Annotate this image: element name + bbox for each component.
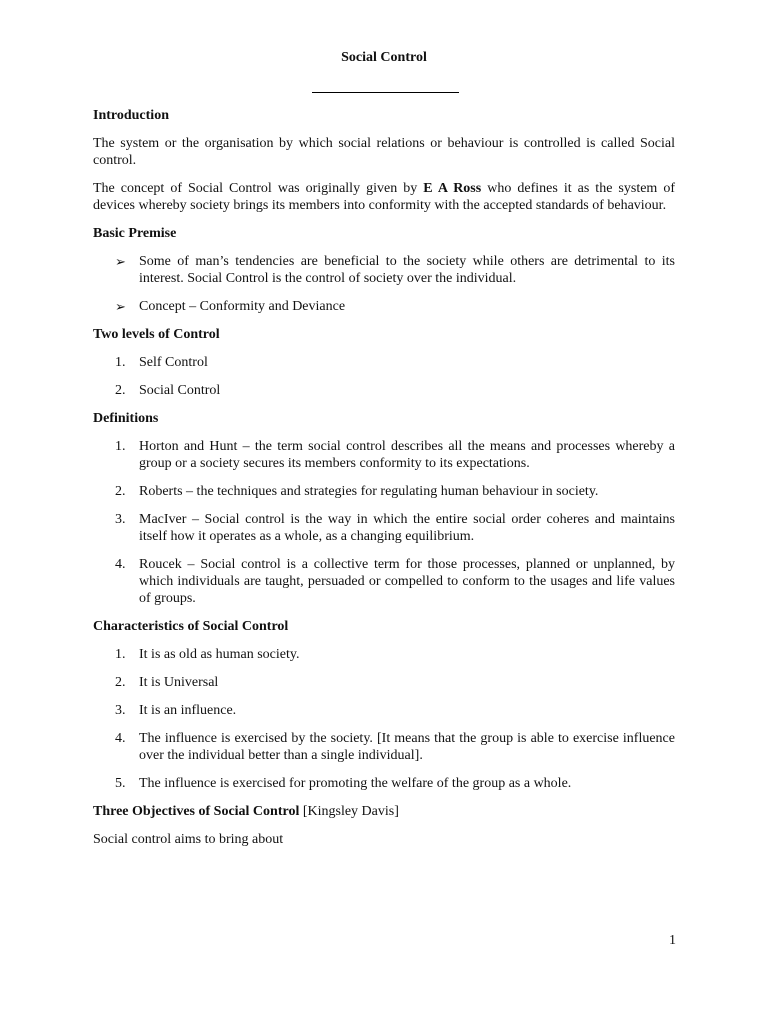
document-title: Social Control <box>341 50 427 65</box>
list-item-text: Horton and Hunt – the term social control describes all the means and processes whereby a group or a society secures its members conformity to its expectations. <box>139 439 675 471</box>
objectives-heading-bold: Three Objectives of Social Control <box>93 804 300 819</box>
list-item <box>93 730 675 764</box>
page-number: 1 <box>669 933 676 948</box>
list-number: 3. <box>115 512 126 527</box>
list-item-text: Self Control <box>139 355 208 370</box>
list-number: 1. <box>115 647 126 662</box>
objectives-intro-line: Social control aims to bring about <box>93 832 284 847</box>
list-item-text: Roucek – Social control is a collective term for those processes, planned or unplanned, by which individuals are taught, persuaded or compelled to conform to the usages and life values of groups. <box>139 557 675 606</box>
list-item <box>93 511 675 545</box>
list-item <box>93 702 675 719</box>
definitions-list <box>93 438 675 607</box>
arrow-bullet-icon: ➢ <box>115 254 126 269</box>
objectives-heading-citation: [Kingsley Davis] <box>299 804 399 819</box>
intro-p2-after: who defines it as the system of devices whereby society brings its members into conformity with the accepted standards of behaviour. <box>93 181 676 213</box>
heading-introduction: Introduction <box>93 108 169 123</box>
arrow-bullet-icon: ➢ <box>115 299 126 314</box>
intro-p2-before: The concept of Social Control was originally given by <box>93 181 424 196</box>
intro-paragraph-1: The system or the organisation by which social relations or behaviour is controlled is called Social control. <box>93 136 675 168</box>
heading-basic-premise: Basic Premise <box>93 226 177 241</box>
list-item-text: It is as old as human society. <box>139 647 300 662</box>
characteristics-list <box>93 646 675 792</box>
premise-list <box>93 253 675 315</box>
list-item-text: Concept – Conformity and Deviance <box>139 299 346 314</box>
heading-two-levels: Two levels of Control <box>93 327 220 342</box>
list-number: 4. <box>115 731 126 746</box>
list-number: 5. <box>115 776 126 791</box>
list-item <box>93 775 675 792</box>
list-item <box>93 556 675 607</box>
heading-characteristics: Characteristics of Social Control <box>93 619 289 634</box>
list-item <box>93 253 675 287</box>
list-number: 1. <box>115 355 126 370</box>
list-item <box>93 354 675 371</box>
document-body <box>93 107 675 859</box>
list-number: 2. <box>115 675 126 690</box>
list-number: 2. <box>115 383 126 398</box>
list-item-text: The influence is exercised by the society. [It means that the group is able to exercise influence over the individual better than a single individual]. <box>139 731 675 763</box>
list-item-text: It is Universal <box>139 675 219 690</box>
list-number: 1. <box>115 439 126 454</box>
list-item-text: Roberts – the techniques and strategies for regulating human behaviour in society. <box>139 484 599 499</box>
levels-list <box>93 354 675 399</box>
intro-paragraph-2 <box>93 180 675 214</box>
list-item <box>93 674 675 691</box>
title-underline <box>312 92 459 93</box>
list-number: 4. <box>115 557 126 572</box>
list-item-text: It is an influence. <box>139 703 237 718</box>
heading-objectives <box>93 803 675 820</box>
list-number: 2. <box>115 484 126 499</box>
list-item <box>93 438 675 472</box>
list-item <box>93 483 675 500</box>
list-item <box>93 382 675 399</box>
list-number: 3. <box>115 703 126 718</box>
list-item <box>93 646 675 663</box>
list-item-text: MacIver – Social control is the way in which the entire social order coheres and maintains itself how it operates as a whole, as a changing equilibrium. <box>139 512 675 544</box>
list-item <box>93 298 675 315</box>
heading-definitions: Definitions <box>93 411 159 426</box>
intro-p2-bold: E A Ross <box>423 181 482 196</box>
list-item-text: Some of man’s tendencies are beneficial to the society while others are detrimental to its interest. Social Control is the control of society over the individual. <box>139 254 675 286</box>
list-item-text: Social Control <box>139 383 221 398</box>
list-item-text: The influence is exercised for promoting the welfare of the group as a whole. <box>139 776 572 791</box>
